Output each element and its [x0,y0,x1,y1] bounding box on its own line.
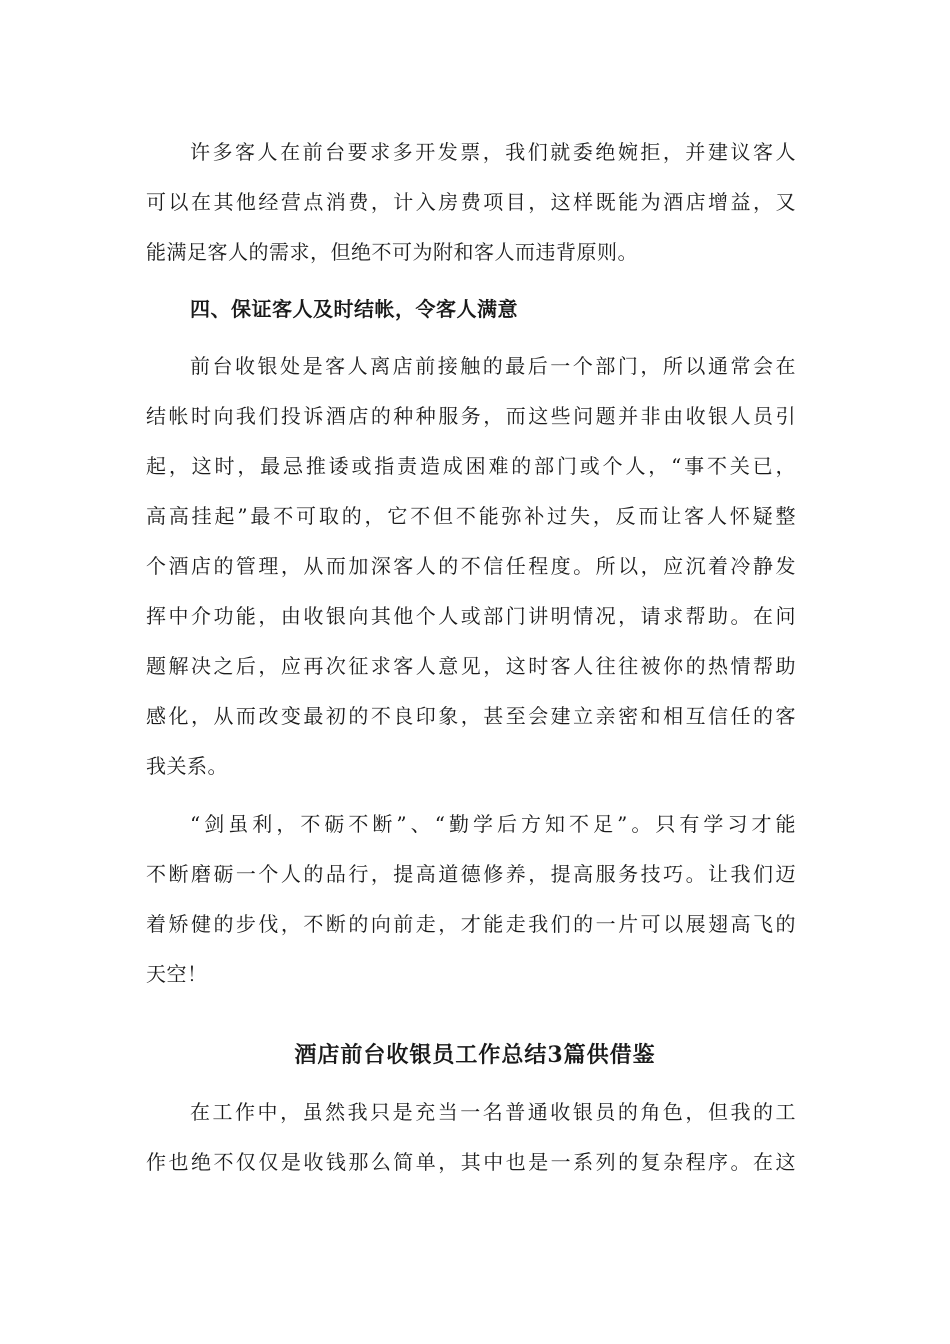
paragraph-3-line-2: 不断磨砺一个人的品行，提高道德修养，提高服务技巧。让我们迈 [146,862,796,886]
paragraph-2-line-7: 题解决之后，应再次征求客人意见，这时客人往往被你的热情帮助 [146,654,796,678]
section-heading: 四、保证客人及时结帐，令客人满意 [190,297,518,321]
paragraph-4-line-1: 在工作中，虽然我只是充当一名普通收银员的角色，但我的工 [190,1100,796,1124]
paragraph-3-line-3: 着矫健的步伐，不断的向前走，才能走我们的一片可以展翅高飞的 [146,912,796,936]
paragraph-2-line-4: 高高挂起”最不可取的，它不但不能弥补过失，反而让客人怀疑整 [146,504,796,528]
paragraph-2-line-1: 前台收银处是客人离店前接触的最后一个部门，所以通常会在 [190,354,796,378]
paragraph-2-line-3: 起，这时，最忌推诿或指责造成困难的部门或个人，“事不关已， [146,454,796,478]
article-title: 酒店前台收银员工作总结3篇供借鉴 [294,1042,656,1068]
paragraph-1-line-1: 许多客人在前台要求多开发票，我们就委绝婉拒，并建议客人 [190,140,796,164]
paragraph-2-line-8: 感化，从而改变最初的不良印象，甚至会建立亲密和相互信任的客 [146,704,796,728]
paragraph-3-line-1: “剑虽利，不砺不断”、“勤学后方知不足”。只有学习才能 [190,812,796,836]
paragraph-1-line-2: 可以在其他经营点消费，计入房费项目，这样既能为酒店增益，又 [146,190,796,214]
paragraph-1-line-3: 能满足客人的需求，但绝不可为附和客人而违背原则。 [146,240,638,264]
paragraph-4-line-2: 作也绝不仅仅是收钱那么简单，其中也是一系列的复杂程序。在这 [146,1150,796,1174]
paragraph-2-line-2: 结帐时向我们投诉酒店的种种服务，而这些问题并非由收银人员引 [146,404,796,428]
paragraph-2-line-6: 挥中介功能，由收银向其他个人或部门讲明情况，请求帮助。在问 [146,604,796,628]
paragraph-2-line-9: 我关系。 [146,754,228,778]
paragraph-2-line-5: 个酒店的管理，从而加深客人的不信任程度。所以，应沉着冷静发 [146,554,796,578]
paragraph-3-line-4: 天空！ [146,962,208,986]
